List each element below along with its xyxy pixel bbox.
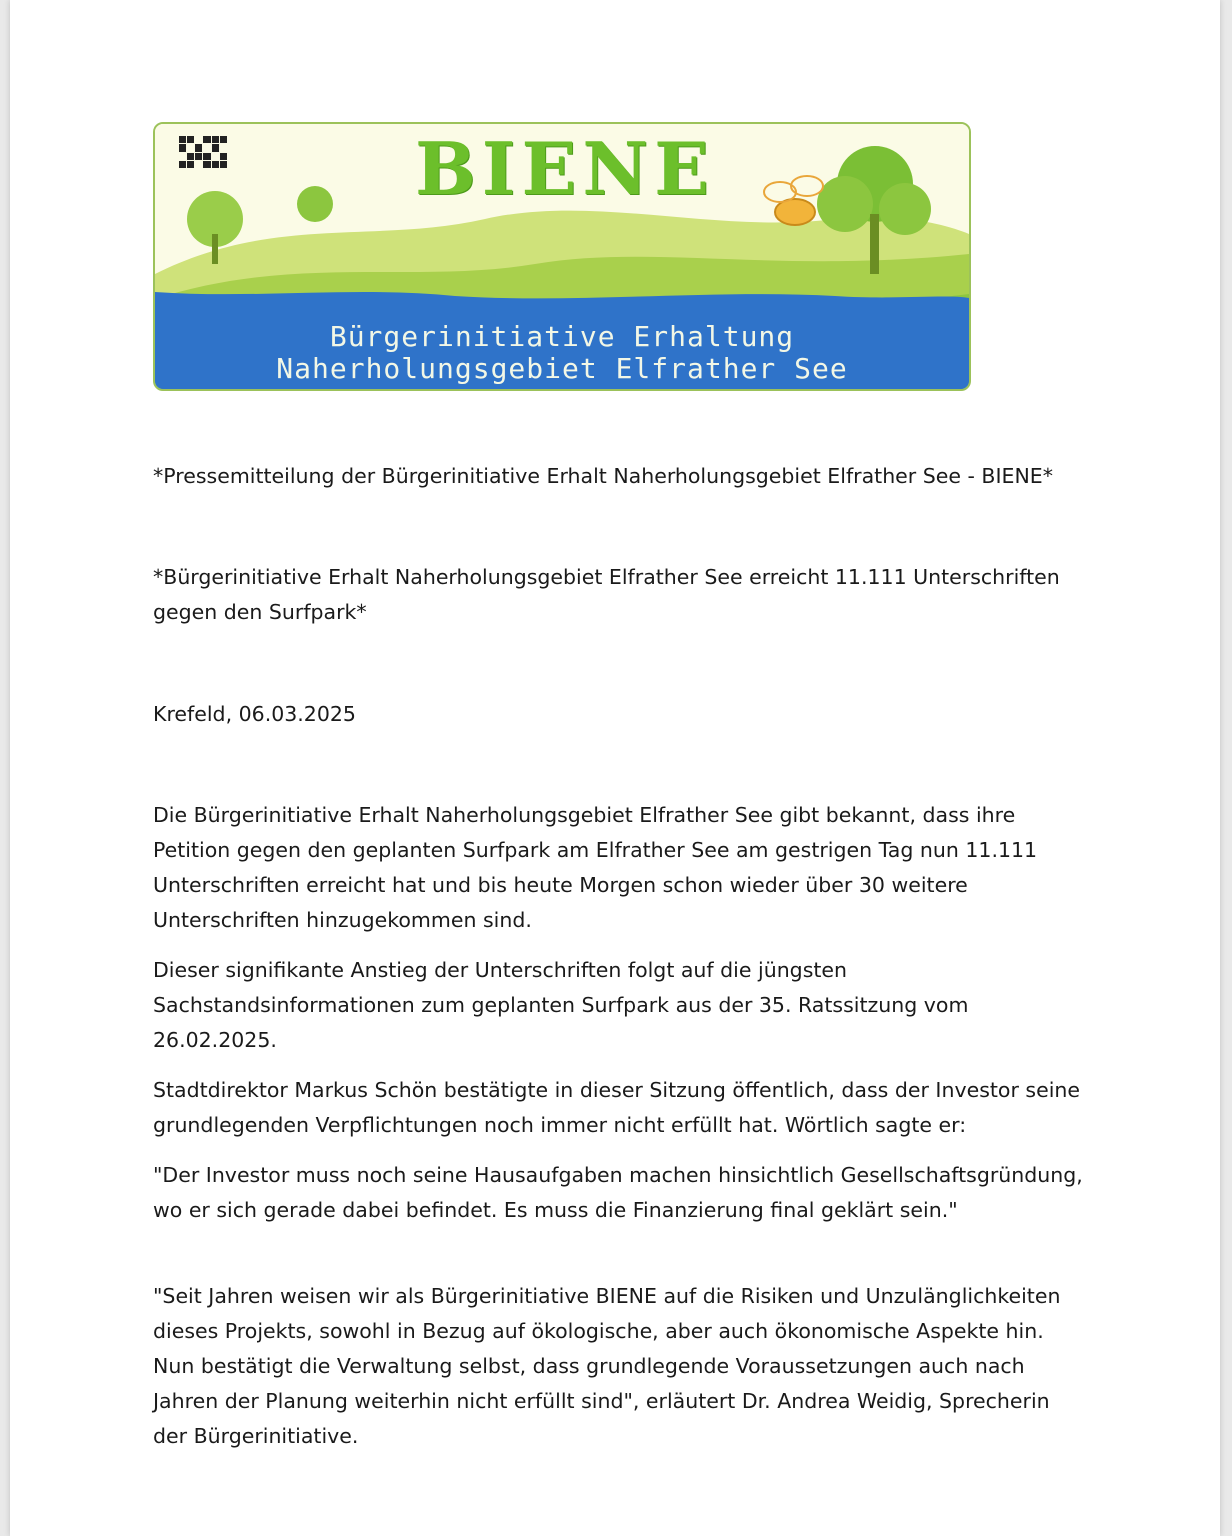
- press-release-heading: *Pressemitteilung der Bürgerinitiative Erhalt Naherholungsgebiet Elfrather See - BIENE*: [153, 464, 1054, 488]
- logo-title: BIENE: [414, 126, 716, 211]
- biene-logo: [153, 122, 971, 391]
- qr-code-icon: [179, 136, 227, 168]
- paragraph-1: Die Bürgerinitiative Erhalt Naherholungsgebiet Elfrather See gibt bekannt, dass ihre Petition gegen den geplanten Surfpark am Elfrather See am gestrigen Tag nun 11.111 Unterschriften erreicht hat und bis heute Morgen schon wieder über 30 weitere Unterschriften hinzugekommen sind.: [153, 803, 1038, 932]
- paragraph-3: Stadtdirektor Markus Schön bestätigte in dieser Sitzung öffentlich, dass der Investor seine grundlegenden Verpflichtungen noch immer nicht erfüllt hat. Wörtlich sagte er:: [153, 1078, 1080, 1137]
- headline: *Bürgerinitiative Erhalt Naherholungsgebiet Elfrather See erreicht 11.111 Unterschriften gegen den Surfpark*: [153, 565, 1060, 624]
- dateline: Krefeld, 06.03.2025: [153, 702, 356, 726]
- logo-subtitle-line1: Bürgerinitiative Erhaltung: [329, 320, 795, 353]
- document-page: [10, 0, 1220, 1536]
- logo-subtitle-line2: Naherholungsgebiet Elfrather See: [276, 352, 848, 385]
- paragraph-5: "Seit Jahren weisen wir als Bürgerinitiative BIENE auf die Risiken und Unzulänglichkeiten dieses Projekts, sowohl in Bezug auf ökologische, aber auch ökonomische Aspekte hin. Nun bestätigt die Verwaltung selbst, dass grundlegende Voraussetzungen auch nach Jahren der Planung weiterhin nicht erfüllt sind", erläutert Dr. Andrea Weidig, Sprecherin der Bürgerinitiative.: [153, 1284, 1061, 1448]
- paragraph-2: Dieser signifikante Anstieg der Unterschriften folgt auf die jüngsten Sachstandsinformationen zum geplanten Surfpark aus der 35. Ratssitzung vom 26.02.2025.: [153, 958, 969, 1052]
- quote-paragraph: "Der Investor muss noch seine Hausaufgaben machen hinsichtlich Gesellschaftsgründung, wo er sich gerade dabei befindet. Es muss die Finanzierung final geklärt sein.": [153, 1163, 1083, 1222]
